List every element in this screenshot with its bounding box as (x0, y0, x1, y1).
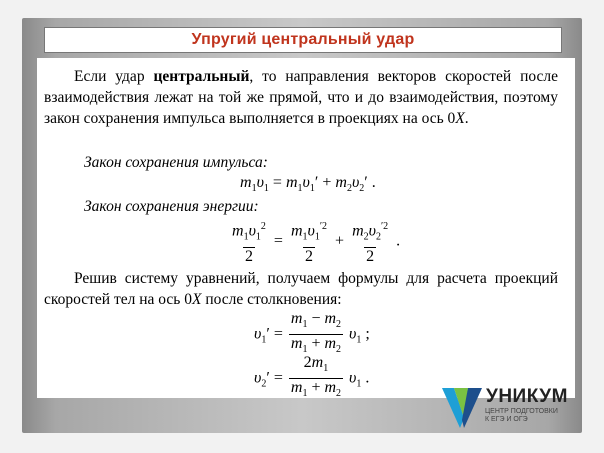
velocity1-formula: $\upsilon_1'$ = $\frac{m_1 - m_2}{m_1 + m_2}$ $\upsilon_1$ ; (254, 310, 370, 359)
slide-title: Упругий центральный удар (191, 31, 415, 48)
solution-text: Решив систему уравнений, получаем формулы для расчета проекций скоростей тел на ось 0 (44, 270, 558, 308)
energy-label: Закон сохранения энергии: (84, 198, 259, 215)
intro-paragraph (44, 66, 558, 129)
momentum-label: Закон сохранения импульса: (84, 154, 268, 171)
logo-subtitle-line2: К ЕГЭ И ОГЭ (485, 416, 528, 423)
solution-axis: X (191, 291, 202, 308)
intro-bold-word: центральный (153, 68, 250, 85)
solution-end: после столкновения: (201, 291, 342, 308)
intro-prefix: Если удар (74, 68, 154, 85)
logo-subtitle-line1: ЦЕНТР ПОДГОТОВКИ (485, 408, 558, 415)
intro-end: . (464, 110, 469, 127)
energy-equation: $\frac{m_1\upsilon_1^2}{2}$ = $\frac{m_1\upsilon_1^{'2}}{2}$ + $\frac{m_2\upsilon_2^{'2}}{2}$ . (232, 221, 401, 265)
velocity2-formula: $\upsilon_2'$ = $\frac{2m_1}{m_1 + m_2}$ $\upsilon_1$ . (254, 354, 369, 403)
logo-name: УНИКУМ (486, 386, 568, 407)
intro-rest: , то направления векторов скоростей после взаимодействия лежат на той же прямой, что и до взаимодействия, поэтому закон сохранения импульса выполняется в проекциях на ось 0 (44, 68, 558, 127)
momentum-equation: $m_1\upsilon_1 = m_1\upsilon_1' + m_2\upsilon_2'$ . (240, 174, 376, 195)
intro-axis: X (455, 110, 465, 127)
title-bar (44, 27, 562, 53)
logo-subtitle (485, 408, 575, 424)
solution-paragraph (44, 268, 558, 310)
